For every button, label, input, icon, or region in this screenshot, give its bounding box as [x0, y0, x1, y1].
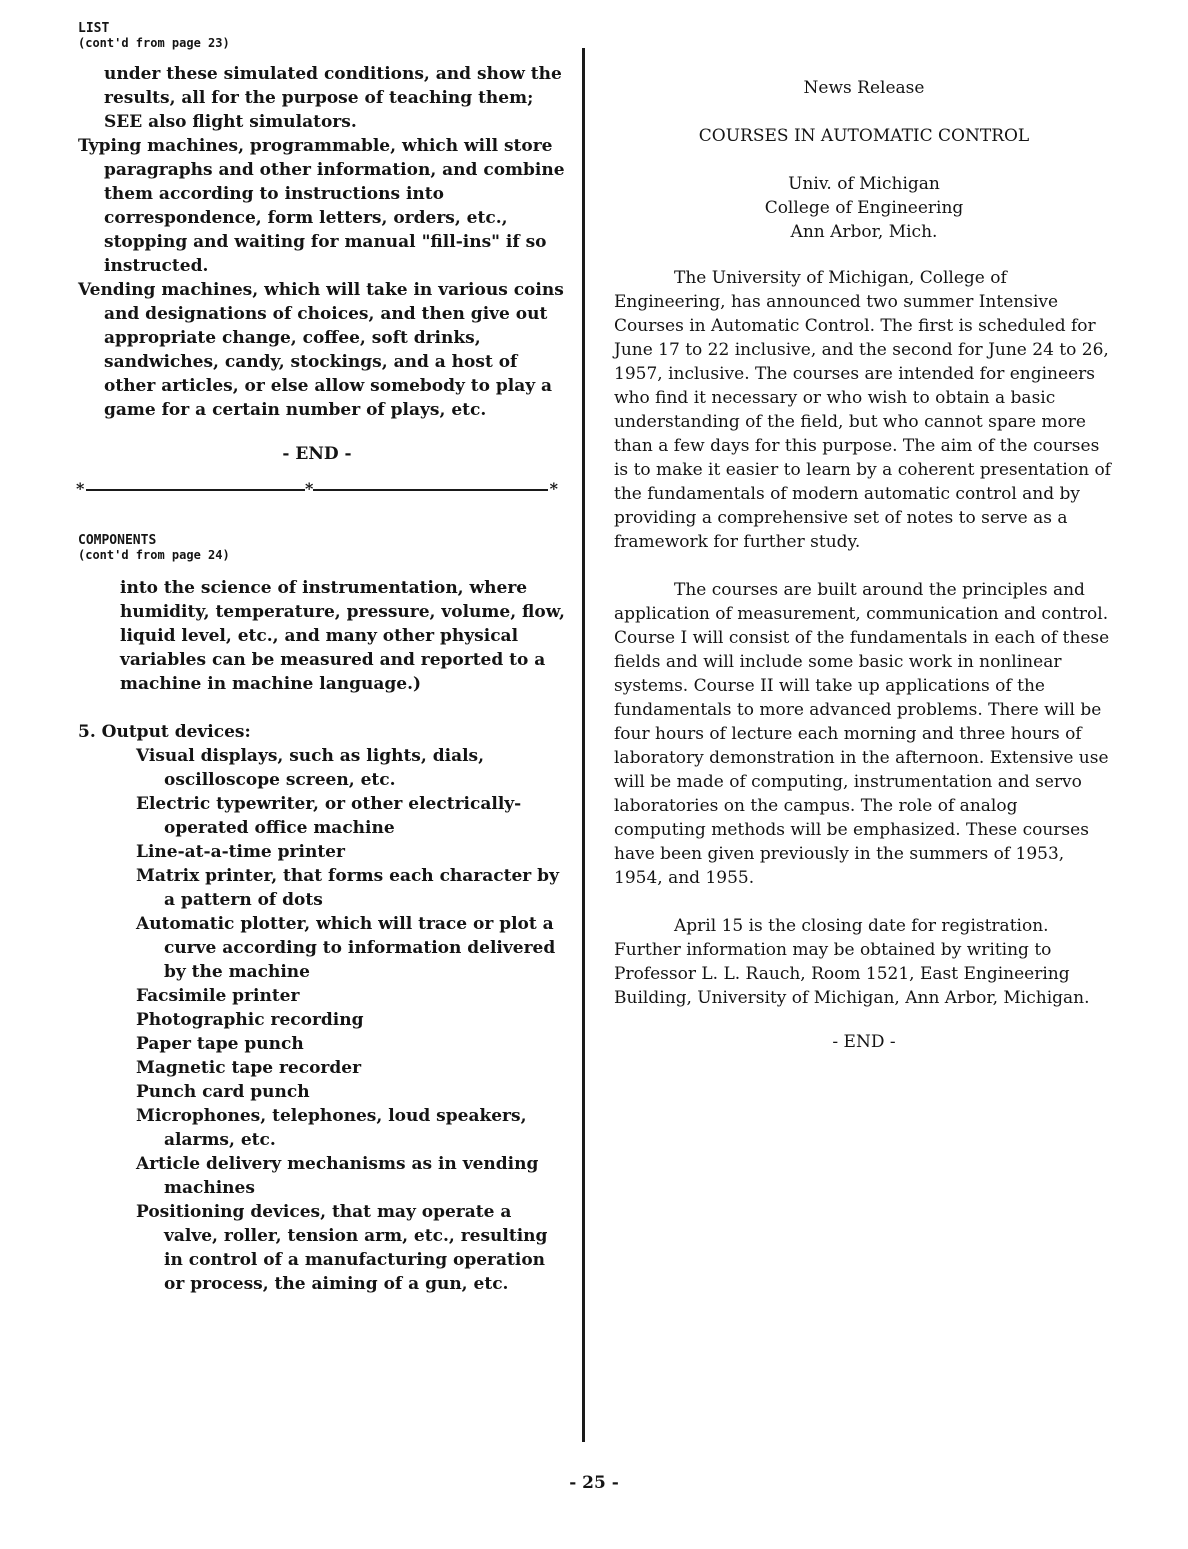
output-devices-list [108, 744, 568, 1296]
list-item: Visual displays, such as lights, dials, oscilloscope screen, etc. [136, 746, 485, 790]
list-header-cont: (cont'd from page 23) [78, 36, 230, 50]
list-end-mark: - END - [282, 444, 352, 464]
list-entry-vending-machines: Vending machines, which will take in various coins and designations of choices, and then give out appropriate change, coffee, soft drinks, sandwiches, candy, stockings, and a host of other articles, or else allow somebody to play a game for a certain number of plays, etc. [78, 280, 564, 420]
components-header-cont: (cont'd from page 24) [78, 548, 230, 562]
list-item: Paper tape punch [136, 1034, 304, 1054]
separator-star-right: * [549, 479, 558, 498]
output-devices-heading: 5. Output devices: [78, 722, 251, 742]
list-continuation [78, 62, 568, 422]
section-separator [76, 479, 558, 498]
list-continued-text: under these simulated conditions, and show the results, all for the purpose of teaching them; SEE also flight simulators. [104, 64, 562, 132]
article-end-mark: - END - [832, 1032, 896, 1052]
separator-star-left: * [76, 479, 85, 498]
right-column [614, 76, 1114, 1054]
list-item: Facsimile printer [136, 986, 300, 1006]
output-devices-section [78, 720, 568, 1296]
article-title: COURSES IN AUTOMATIC CONTROL [698, 126, 1030, 146]
list-item: Line-at-a-time printer [136, 842, 345, 862]
address-block [614, 172, 1114, 244]
page-number: - 25 - [569, 1473, 619, 1493]
left-column [78, 22, 568, 1296]
separator-star-center: * [305, 479, 314, 498]
components-header [78, 534, 568, 562]
list-header [78, 22, 568, 50]
article-paragraph: April 15 is the closing date for registration. Further information may be obtained by writing to Professor L. L. Rauch, Room 1521, East Engineering Building, University of Michigan, Ann Arbor, Michigan. [614, 916, 1090, 1008]
list-item: Matrix printer, that forms each character by a pattern of dots [136, 866, 559, 910]
address-line: Univ. of Michigan [788, 174, 940, 194]
article-body [614, 266, 1114, 1010]
list-item: Microphones, telephones, loud speakers, alarms, etc. [136, 1106, 527, 1150]
list-entry-typing-machines: Typing machines, programmable, which will store paragraphs and other information, and combine them according to instructions into correspondence, form letters, orders, etc., stopping and waiting for manual "fill-ins" if so instructed. [78, 136, 565, 276]
address-line: Ann Arbor, Mich. [790, 222, 938, 242]
separator-line [86, 489, 548, 491]
list-item: Automatic plotter, which will trace or plot a curve according to information delivered by the machine [136, 914, 556, 982]
list-header-title: LIST [78, 21, 110, 36]
list-item: Photographic recording [136, 1010, 364, 1030]
article-paragraph: The University of Michigan, College of Engineering, has announced two summer Intensive Courses in Automatic Control. The first is scheduled for June 17 to 22 inclusive, and the second for June 24 to 26, 1957, inclusive. The courses are intended for engineers who find it necessary or who wish to obtain a basic understanding of the field, but who cannot spare more than a few days for this purpose. The aim of the courses is to make it easier to learn by a coherent presentation of the fundamentals of modern automatic control and by providing a comprehensive set of notes to serve as a framework for further study. [614, 268, 1111, 552]
components-header-title: COMPONENTS [78, 533, 157, 548]
article-paragraph: The courses are built around the principles and application of measurement, communication and control. Course I will consist of the fundamentals in each of these fields and will include some basic work in nonlinear systems. Course II will take up applications of the fundamentals to more advanced problems. There will be four hours of lecture each morning and three hours of laboratory demonstration in the afternoon. Extensive use will be made of computing, instrumentation and servo laboratories on the campus. The role of analog computing methods will be emphasized. These courses have been given previously in the summers of 1953, 1954, and 1955. [614, 580, 1110, 888]
list-item: Magnetic tape recorder [136, 1058, 362, 1078]
components-paragraph: into the science of instrumentation, where humidity, temperature, pressure, volume, flow, liquid level, etc., and many other physical variables can be measured and reported to a machine in machine language.) [120, 578, 565, 694]
column-divider [582, 48, 585, 1442]
address-line: College of Engineering [764, 198, 964, 218]
list-item: Punch card punch [136, 1082, 310, 1102]
list-item: Article delivery mechanisms as in vending machines [136, 1154, 539, 1198]
list-item: Positioning devices, that may operate a valve, roller, tension arm, etc., resulting in control of a manufacturing operation or process, the aiming of a gun, etc. [136, 1202, 548, 1294]
news-release-label: News Release [803, 78, 925, 98]
list-item: Electric typewriter, or other electrically-operated office machine [136, 794, 522, 838]
